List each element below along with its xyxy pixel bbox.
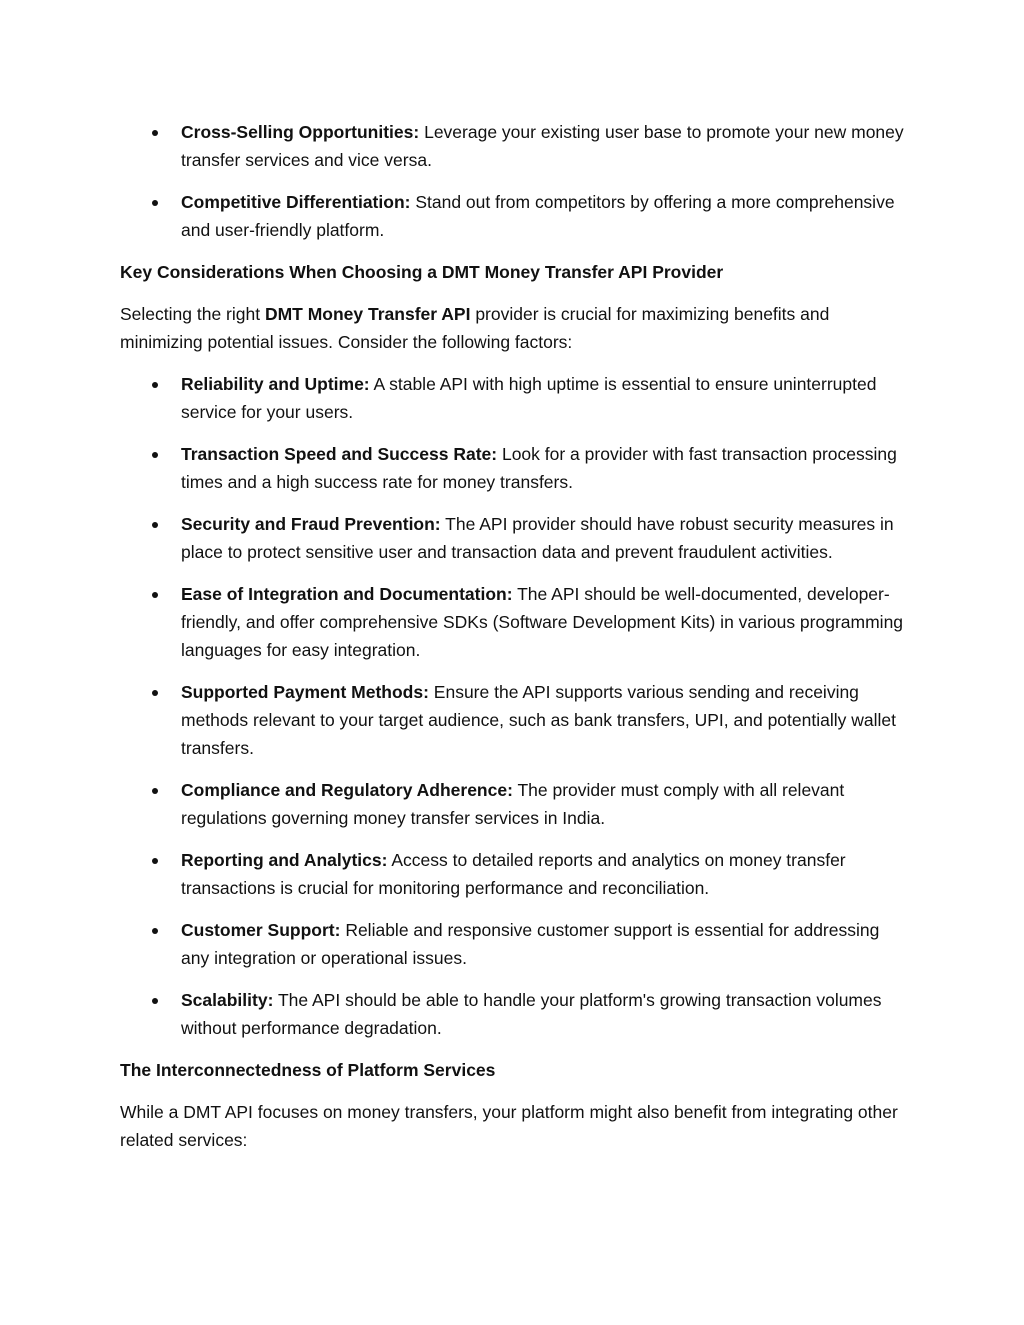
considerations-intro-paragraph	[120, 300, 910, 356]
bullet-icon	[152, 130, 158, 136]
bullet-text: The provider must comply with all relevant regulations governing money transfer services in India.	[181, 780, 845, 828]
bullet-term: Reliability and Uptime:	[181, 374, 370, 394]
section-heading-considerations: Key Considerations When Choosing a DMT Money Transfer API Provider	[120, 262, 724, 282]
list-item	[120, 510, 910, 566]
bullet-term: Transaction Speed and Success Rate:	[181, 444, 498, 464]
document-content	[120, 118, 910, 1168]
bullet-term: Ease of Integration and Documentation:	[181, 584, 513, 604]
bullet-icon	[152, 788, 158, 794]
bullet-text: Leverage your existing user base to promote your new money transfer services and vice versa.	[181, 122, 904, 170]
bullet-term: Reporting and Analytics:	[181, 850, 388, 870]
bullet-icon	[152, 858, 158, 864]
bullet-text: Ensure the API supports various sending and receiving methods relevant to your target audience, such as bank transfers, UPI, and potentially wallet transfers.	[181, 682, 896, 758]
list-item	[120, 580, 910, 664]
bullet-icon	[152, 200, 158, 206]
bullet-term: Supported Payment Methods:	[181, 682, 429, 702]
intro-text-after: provider is crucial for maximizing benefits and minimizing potential issues. Consider the following factors:	[120, 304, 830, 352]
bullet-term: Scalability:	[181, 990, 274, 1010]
list-item	[120, 776, 910, 832]
bullet-text: The API should be able to handle your platform's growing transaction volumes without performance degradation.	[181, 990, 882, 1038]
list-item	[120, 370, 910, 426]
list-item	[120, 986, 910, 1042]
bullet-icon	[152, 998, 158, 1004]
bullet-term: Competitive Differentiation:	[181, 192, 411, 212]
list-item	[120, 118, 910, 174]
bullet-text: Stand out from competitors by offering a more comprehensive and user-friendly platform.	[181, 192, 895, 240]
intro-text-bold: DMT Money Transfer API	[264, 304, 471, 324]
bullet-icon	[152, 382, 158, 388]
bullet-term: Security and Fraud Prevention:	[181, 514, 441, 534]
list-item	[120, 440, 910, 496]
intro-bullet-list	[120, 118, 910, 244]
list-item	[120, 916, 910, 972]
intro-text-before: Selecting the right	[120, 304, 265, 324]
interconnectedness-paragraph: While a DMT API focuses on money transfers, your platform might also benefit from integrating other related services:	[120, 1102, 898, 1150]
bullet-icon	[152, 452, 158, 458]
bullet-text: The API should be well-documented, developer-friendly, and offer comprehensive SDKs (Software Development Kits) in various programming languages for easy integration.	[181, 584, 904, 660]
bullet-term: Customer Support:	[181, 920, 341, 940]
bullet-text: A stable API with high uptime is essential to ensure uninterrupted service for your users.	[181, 374, 877, 422]
bullet-icon	[152, 592, 158, 598]
considerations-bullet-list	[120, 370, 910, 1042]
section-heading-interconnectedness: The Interconnectedness of Platform Services	[120, 1060, 496, 1080]
bullet-text: Access to detailed reports and analytics on money transfer transactions is crucial for monitoring performance and reconciliation.	[181, 850, 846, 898]
bullet-icon	[152, 522, 158, 528]
list-item	[120, 188, 910, 244]
list-item	[120, 846, 910, 902]
list-item	[120, 678, 910, 762]
bullet-icon	[152, 690, 158, 696]
bullet-term: Cross-Selling Opportunities:	[181, 122, 420, 142]
bullet-text: Look for a provider with fast transaction processing times and a high success rate for money transfers.	[181, 444, 897, 492]
bullet-icon	[152, 928, 158, 934]
bullet-term: Compliance and Regulatory Adherence:	[181, 780, 513, 800]
bullet-text: The API provider should have robust security measures in place to protect sensitive user and transaction data and prevent fraudulent activities.	[181, 514, 894, 562]
bullet-text: Reliable and responsive customer support is essential for addressing any integration or operational issues.	[181, 920, 880, 968]
